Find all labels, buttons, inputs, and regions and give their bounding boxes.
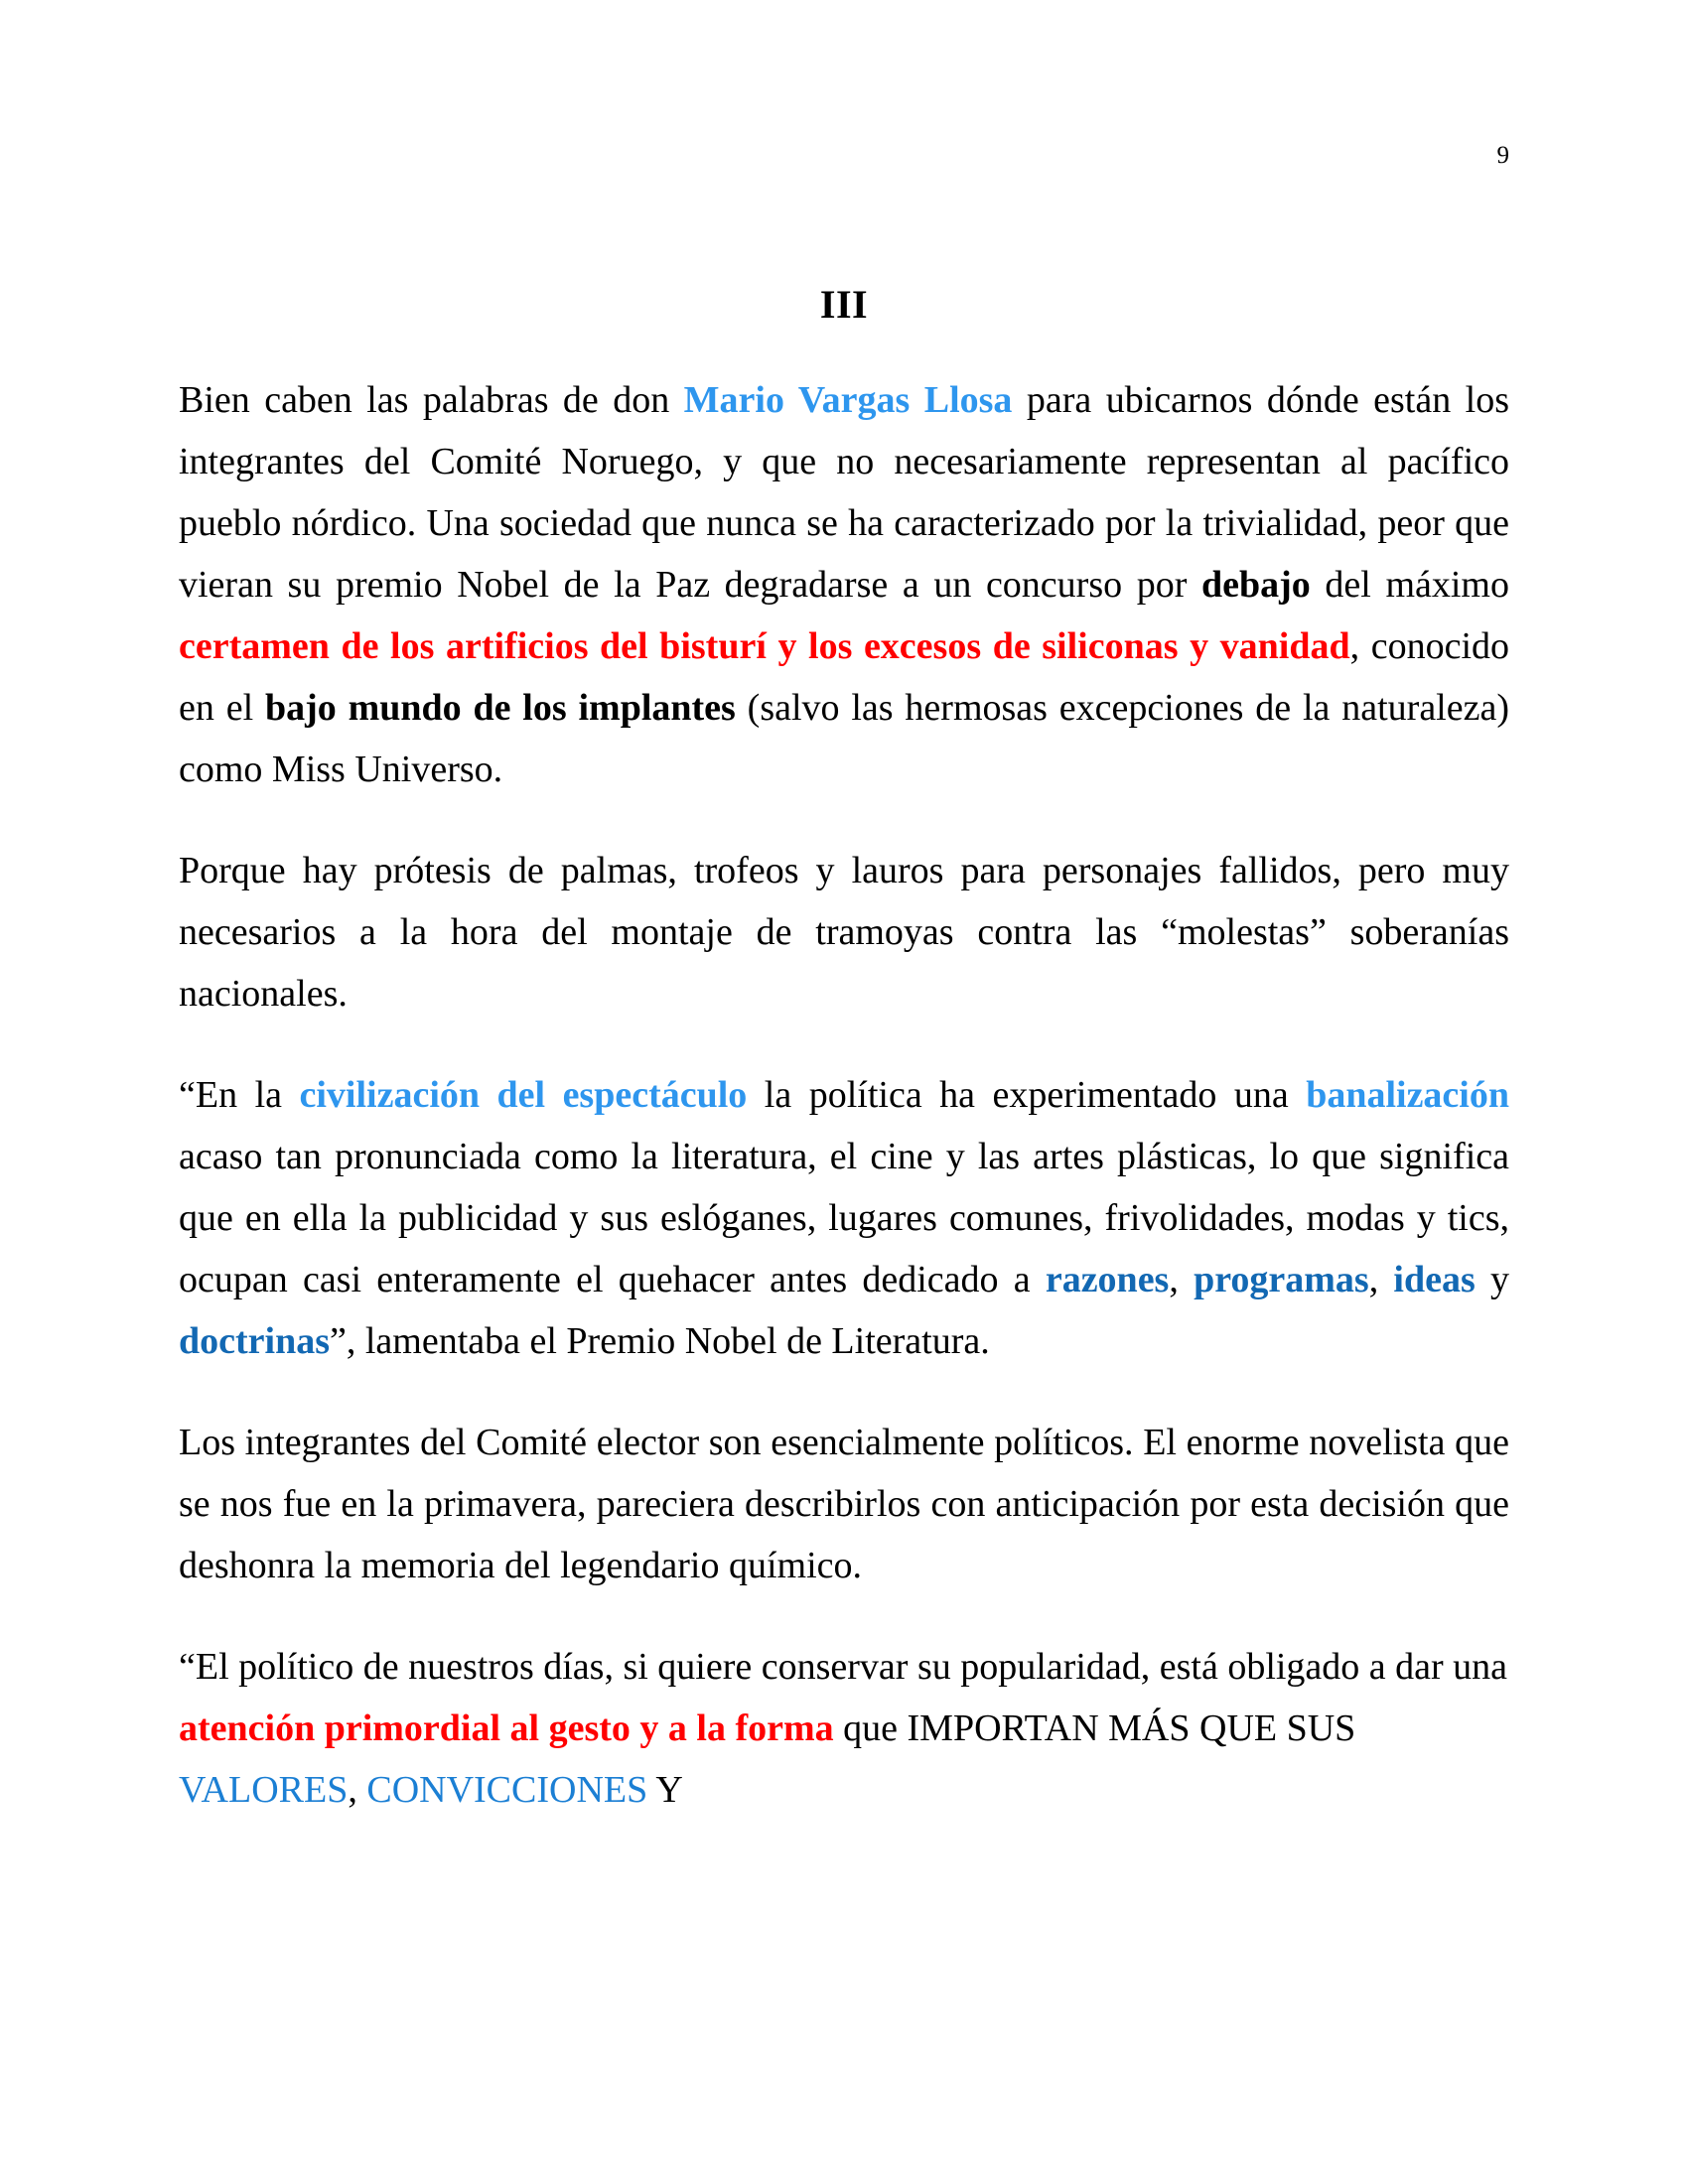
text-run: acaso tan pronunciada como la literatura, el cine y las artes plásticas, lo que significa que en ella la publicidad y sus eslóganes, lugares comunes, frivolidades, modas y tics, ocupan casi enteramente el quehacer antes dedicado a [179, 1136, 1509, 1300]
para-4 [179, 1412, 1509, 1596]
emphasis-blue-plain-run: VALORES [179, 1769, 349, 1811]
text-run: , conocido en el [179, 625, 1510, 729]
emphasis-blue-run: banalización [1306, 1074, 1509, 1116]
text-run: Porque hay prótesis de palmas, trofeos y lauros para personajes fallidos, pero muy necesarios a la hora del montaje de tramoyas contra las “molestas” soberanías nacionales. [179, 850, 1509, 1015]
emphasis-blue-run: Mario Vargas Llosa [683, 379, 1013, 421]
para-5 [179, 1636, 1509, 1821]
section-heading: III [819, 282, 869, 327]
text-run: la política ha experimentado una [747, 1074, 1307, 1116]
emphasis-bold-run: bajo mundo de los implantes [264, 687, 736, 729]
text-run: Bien caben las palabras de don [179, 379, 684, 421]
text-run: , [348, 1769, 367, 1811]
text-run: Y [647, 1769, 683, 1811]
para-3 [179, 1064, 1509, 1372]
emphasis-red-run: certamen de los artificios del bisturí y los excesos de siliconas y vanidad [179, 625, 1350, 667]
para-1 [179, 369, 1509, 800]
emphasis-blue-dark-run: programas [1194, 1259, 1369, 1300]
emphasis-blue-plain-run: CONVICCIONES [366, 1769, 648, 1811]
text-run: que IMPORTAN MÁS QUE SUS [833, 1707, 1356, 1749]
para-2 [179, 840, 1509, 1024]
text-run: “En la [179, 1074, 300, 1116]
text-run: , [1169, 1259, 1195, 1300]
emphasis-blue-run: civilización del espectáculo [299, 1074, 748, 1116]
emphasis-bold-run: debajo [1201, 564, 1311, 606]
text-run: del máximo [1310, 564, 1509, 606]
emphasis-blue-dark-run: doctrinas [179, 1320, 330, 1362]
text-run: ”, lamentaba el Premio Nobel de Literatura. [330, 1320, 990, 1362]
page-number: 9 [1496, 142, 1509, 169]
emphasis-blue-dark-run: razones [1045, 1259, 1170, 1300]
text-run: , [1368, 1259, 1394, 1300]
text-run: Los integrantes del Comité elector son esencialmente políticos. El enorme novelista que se nos fue en la primavera, pareciera describirlos con anticipación por esta decisión que deshonra la memoria del legendario químico. [179, 1422, 1509, 1586]
emphasis-blue-dark-run: ideas [1393, 1259, 1476, 1300]
text-run: (salvo las hermosas excepciones de la naturaleza) como Miss Universo. [179, 687, 1509, 790]
emphasis-red-run: atención primordial al gesto y a la forma [179, 1707, 834, 1749]
text-run: para ubicarnos dónde están los integrantes del Comité Noruego, y que no necesariamente representan al pacífico pueblo nórdico. Una sociedad que nunca se ha caracterizado por la trivialidad, peor que vieran su premio Nobel de la Paz degradarse a un concurso por [179, 379, 1510, 606]
page-body [179, 284, 1509, 1821]
text-run: “El político de nuestros días, si quiere conservar su popularidad, está obligado a dar una [179, 1646, 1508, 1688]
text-run: y [1475, 1259, 1509, 1300]
